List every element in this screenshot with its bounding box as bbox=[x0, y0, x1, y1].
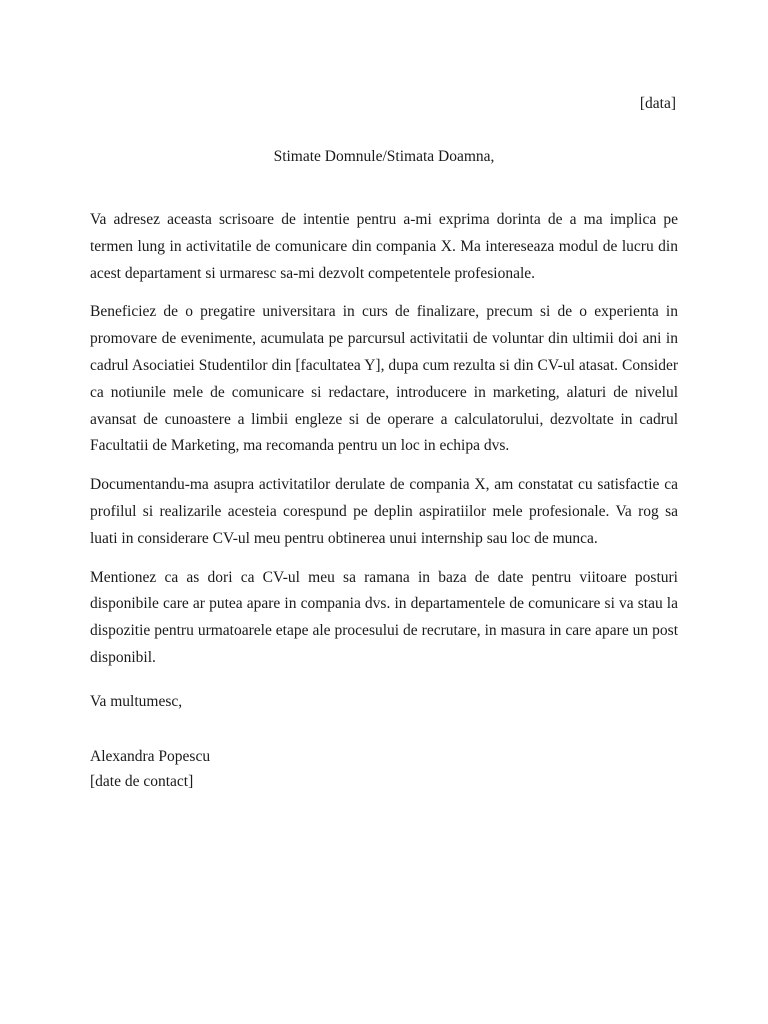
paragraph-experience: Beneficiez de o pregatire universitara in curs de finalizare, precum si de o experienta in promovare de evenimente, acumulata pe parcursul activitatii de voluntar din ultimii doi ani in cadrul Asociatiei Studentilor din [facultatea Y], dupa cum rezulta si din CV-ul atasat. Consider ca notiunile mele de comunicare si redactare, introducere in marketing, alaturi de nivelul avansat de cunoastere a limbii engleze si de operare a calculatorului, dezvoltate in cadrul Facultatii de Marketing, ma recomanda pentru un loc in echipa dvs. bbox=[90, 303, 678, 455]
closing-line: Va multumesc, bbox=[90, 693, 183, 710]
signature-name: Alexandra Popescu bbox=[90, 748, 211, 765]
letter-body bbox=[90, 207, 678, 684]
paragraph-motivation: Documentandu-ma asupra activitatilor derulate de compania X, am constatat cu satisfactie ca profilul si realizarile acesteia corespund pe deplin aspiratiilor mele profesionale. Va rog sa luati in considerare CV-ul meu pentru obtinerea unui internship sau loc de munca. bbox=[90, 476, 678, 547]
salutation: Stimate Domnule/Stimata Doamna, bbox=[273, 148, 495, 165]
signature-block bbox=[90, 744, 210, 794]
paragraph-intro: Va adresez aceasta scrisoare de intentie pentru a-mi exprima dorinta de a ma implica pe termen lung in activitatile de comunicare din compania X. Ma intereseaza modul de lucru din acest departament si urmaresc sa-mi dezvolt competentele profesionale. bbox=[90, 211, 678, 282]
paragraph-availability: Mentionez ca as dori ca CV-ul meu sa ramana in baza de date pentru viitoare posturi disponibile care ar putea apare in compania dvs. in departamentele de comunicare si va stau la dispozitie pentru urmatoarele etape ale procesului de recrutare, in masura in care apare un post disponibil. bbox=[90, 568, 678, 666]
contact-details: [date de contact] bbox=[90, 773, 194, 790]
letter-date: [data] bbox=[639, 95, 676, 112]
